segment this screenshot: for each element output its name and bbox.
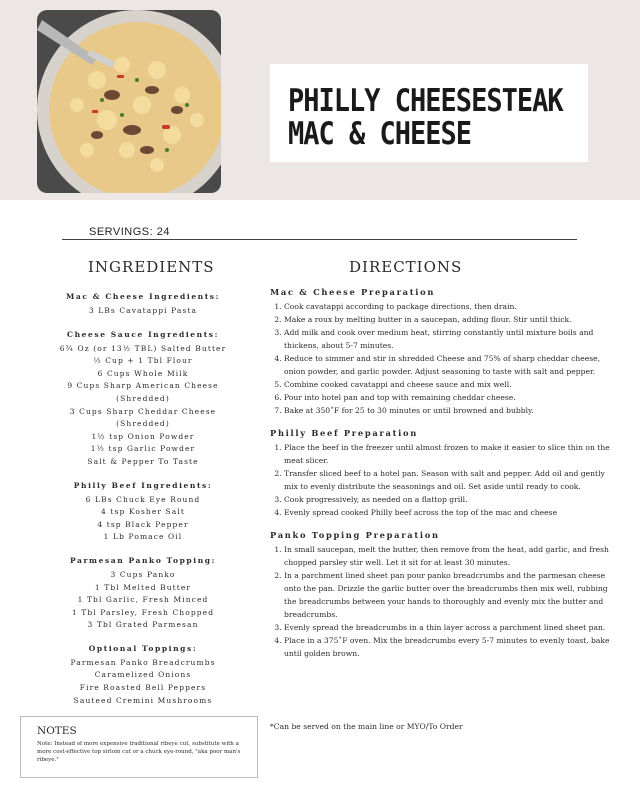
ingredient-section [40, 555, 246, 632]
ingredient-item: 1 Tbl Garlic, Fresh Minced [77, 595, 209, 605]
recipe-title-line-2: MAC & CHEESE [288, 116, 472, 152]
direction-step: 1. In small saucepan, melt the butter, then remove from the heat, add garlic, and fresh chopped parsley stir well. Let it sit for at least 30 minutes. [284, 543, 610, 569]
ingredient-item: Parmesan Panko Breadcrumbs [70, 657, 216, 667]
direction-section [270, 286, 610, 417]
notes-body: Note: Instead of more expensive traditional ribeye cut, substitute with a more cost-effective top sirloin cut or a chuck eye-round, "aka poor man's ribeye." [37, 741, 241, 763]
ingredient-section [40, 329, 246, 469]
ingredient-section [40, 291, 246, 318]
direction-step: 1. Cook cavatappi according to package directions, then drain. [284, 300, 610, 313]
ingredient-section-title: Optional Toppings: [88, 643, 198, 653]
ingredient-item: Sauteed Cremini Mushrooms [73, 695, 213, 705]
ingredient-section-title: Parmesan Panko Topping: [70, 555, 216, 565]
direction-step: 4. Reduce to simmer and stir in shredded Cheese and 75% of sharp cheddar cheese, onion powder, and garlic powder. Adjust seasoning to taste with salt and pepper. [284, 352, 610, 378]
ingredient-item: 1 Lb Pomace Oil [103, 532, 183, 542]
ingredient-item: 1 Tbl Parsley, Fresh Chopped [71, 607, 215, 617]
direction-step: 2. Make a roux by melting butter in a saucepan, adding flour. Stir until thick. [284, 313, 610, 326]
ingredient-section [40, 643, 246, 707]
ingredient-section-title: Cheese Sauce Ingredients: [67, 329, 219, 339]
ingredient-item: 6¾ Oz (or 13½ TBL) Salted Butter [59, 343, 227, 353]
ingredient-item: 3 Cups Panko [110, 569, 176, 579]
ingredient-section-title: Mac & Cheese Ingredients: [66, 292, 220, 301]
direction-step: 3. Add milk and cook over medium heat, stirring constantly until mixture boils and thickens, about 5-7 minutes. [284, 326, 610, 352]
ingredient-item: Fire Roasted Bell Peppers [79, 683, 207, 693]
ingredient-item: 9 Cups Sharp American Cheese [67, 381, 219, 391]
recipe-title-line-1: PHILLY CHEESESTEAK [288, 83, 563, 119]
ingredient-item: 3 LBs Cavatappi Pasta [88, 306, 198, 315]
direction-steps [270, 300, 610, 417]
divider [62, 239, 577, 240]
ingredient-item: 6 Cups Whole Milk [97, 368, 189, 378]
mac-and-cheese-photo [37, 10, 221, 193]
ingredient-item: 4 tsp Black Pepper [97, 519, 189, 529]
ingredient-item: 4 tsp Kosher Salt [101, 507, 185, 517]
direction-section-title: Panko Topping Preparation [270, 530, 440, 540]
ingredient-section [40, 480, 246, 544]
ingredient-item: 6 LBs Chuck Eye Round [85, 494, 201, 504]
direction-step: 7. Bake at 350˚F for 25 to 30 minutes or until browned and bubbly. [284, 404, 610, 417]
ingredient-item: 3 Tbl Grated Parmesan [87, 620, 199, 630]
notes-title: NOTES [37, 725, 77, 737]
direction-step: 4. Place in a 375˚F oven. Mix the breadcrumbs every 5-7 minutes to evenly toast, bake until golden brown. [284, 634, 610, 660]
direction-step: 6. Pour into hotel pan and top with remaining cheddar cheese. [284, 391, 610, 404]
direction-step: 4. Evenly spread cooked Philly beef across the top of the mac and cheese [284, 506, 610, 519]
ingredients-column [40, 291, 246, 718]
direction-section-title: Philly Beef Preparation [270, 428, 418, 438]
direction-step: 3. Evenly spread the breadcrumbs in a thin layer across a parchment lined sheet pan. [284, 621, 610, 634]
ingredient-item: 1½ tsp Onion Powder [91, 431, 195, 441]
direction-step: 2. Transfer sliced beef to a hotel pan. Season with salt and pepper. Add oil and gently mix to evenly distribute the seasonings and oil. Set aside until ready to cook. [284, 467, 610, 493]
ingredients-heading: INGREDIENTS [88, 258, 215, 276]
servings-label: SERVINGS: 24 [89, 226, 170, 238]
ingredient-item: 3 Cups Sharp Cheddar Cheese [69, 406, 217, 416]
notes-box [20, 716, 258, 778]
ingredient-section-title: Philly Beef Ingredients: [73, 480, 213, 490]
ingredient-item: ½ Cup + 1 Tbl Flour [93, 356, 193, 366]
direction-section [270, 529, 610, 660]
directions-heading: DIRECTIONS [349, 258, 463, 276]
direction-steps [270, 441, 610, 519]
direction-section-title: Mac & Cheese Preparation [270, 287, 436, 297]
directions-column [270, 286, 610, 670]
ingredient-item: 1½ tsp Garlic Powder [90, 444, 196, 454]
serving-note: *Can be served on the main line or MYO/To Order [270, 722, 463, 731]
direction-step: 1. Place the beef in the freezer until almost frozen to make it easier to slice thin on the meat slicer. [284, 441, 610, 467]
recipe-title-card [270, 64, 588, 162]
ingredient-item: Caramelized Onions [94, 670, 192, 680]
direction-section [270, 427, 610, 519]
ingredient-item: (Shredded) [116, 393, 170, 403]
ingredient-item: 1 Tbl Melted Butter [94, 582, 192, 592]
direction-step: 2. In a parchment lined sheet pan pour panko breadcrumbs and the parmesan cheese onto the pan. Drizzle the garlic butter over the breadcrumbs then mix well, rubbing the breadcrumbs between your hands to thoroughly and evenly mix the butter and breadcrumbs. [284, 569, 610, 621]
direction-step: 5. Combine cooked cavatappi and cheese sauce and mix well. [284, 378, 610, 391]
direction-steps [270, 543, 610, 660]
ingredient-item: (Shredded) [116, 419, 170, 429]
direction-step: 3. Cook progressively, as needed on a flattop grill. [284, 493, 610, 506]
ingredient-item: Salt & Pepper To Taste [87, 456, 199, 466]
